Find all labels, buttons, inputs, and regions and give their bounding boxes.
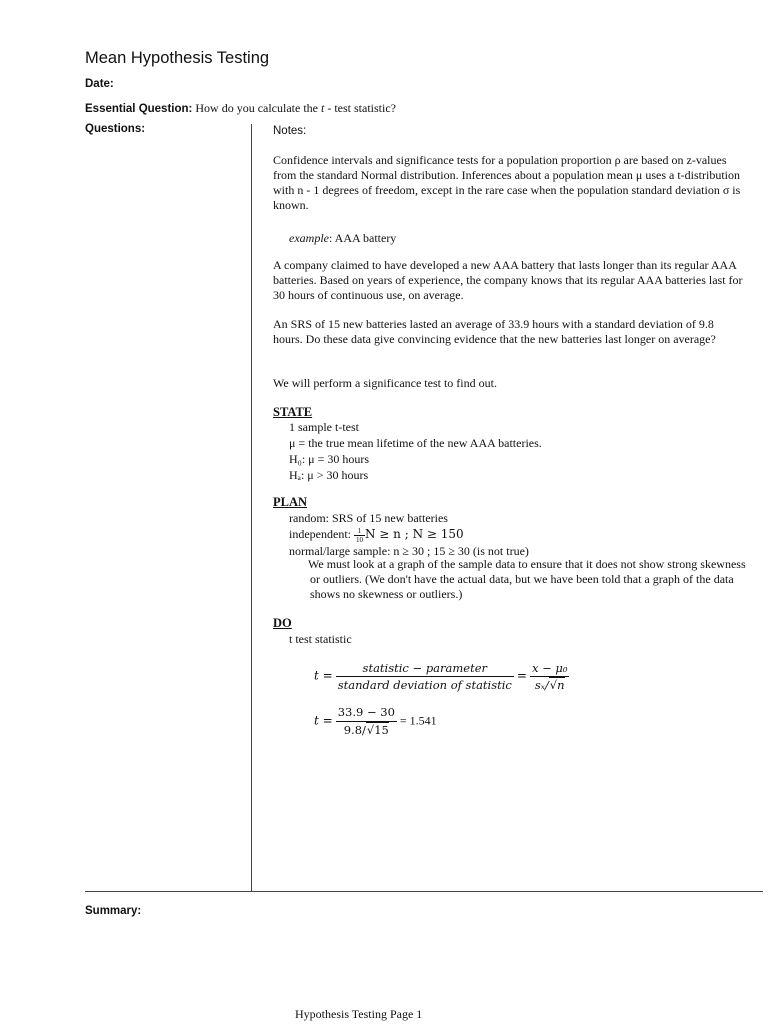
calc-numerator: 33.9 − 30 xyxy=(336,704,397,722)
calc-sd: 9.8 xyxy=(343,723,363,737)
formula-sx: sₓ xyxy=(534,678,545,692)
essential-question xyxy=(85,101,396,116)
example-label: example xyxy=(289,231,329,245)
date-label: Date: xyxy=(85,78,114,90)
formula-denominator: standard deviation of statistic xyxy=(337,678,512,692)
notes-paragraph-3: An SRS of 15 new batteries lasted an average of 33.9 hours with a standard deviation of 9.8 hours. Do these data give convincing evidence that the new batteries last longer on average? xyxy=(273,317,716,346)
column-divider xyxy=(251,124,252,892)
formula-lhs: t = xyxy=(314,668,333,683)
state-null-hypothesis: H₀: μ = 30 hours xyxy=(289,452,370,466)
plan-normal: normal/large sample: n ≥ 30 ; 15 ≥ 30 (is not true) xyxy=(289,544,529,558)
essential-question-label: Essential Question: xyxy=(85,103,193,115)
page-title: Mean Hypothesis Testing xyxy=(85,49,270,67)
t-calculation xyxy=(314,704,437,739)
formula-numerator: statistic − parameter xyxy=(336,660,514,677)
calc-sqrt-15: √15 xyxy=(366,723,389,737)
formula-fraction xyxy=(336,660,514,693)
notes-paragraph-2: A company claimed to have developed a new AAA battery that lasts longer than its regular AAA batteries. Based on years of experience, the company knows that its regular AAA batteries last for 30 hours of continuous use, on average. xyxy=(273,258,743,302)
summary-label: Summary: xyxy=(85,905,142,917)
state-line-2: μ = the true mean lifetime of the new AAA batteries. xyxy=(289,436,542,450)
plan-independent xyxy=(289,526,464,544)
calc-fraction xyxy=(336,704,397,739)
plan-independent-label: independent: xyxy=(289,527,354,541)
state-alt-hypothesis: Hₐ: μ > 30 hours xyxy=(289,468,369,482)
summary-divider xyxy=(85,891,763,892)
notes-label: Notes: xyxy=(273,125,307,137)
example-line xyxy=(289,230,396,246)
essential-question-text-post: - test statistic? xyxy=(324,101,396,115)
formula-fraction-2 xyxy=(530,660,570,693)
t-formula xyxy=(314,660,569,693)
plan-independent-expr: N ≥ n ; N ≥ 150 xyxy=(364,527,464,541)
do-line-1: t test statistic xyxy=(289,632,352,646)
plan-check-note: We must look at a graph of the sample data to ensure that it does not show strong skewness or outliers. (We don't have the actual data, but we have been told that a graph of the data shows no skewness or outliers.) xyxy=(308,557,746,601)
formula-sqrt-n: √n xyxy=(549,678,565,692)
example-text: : AAA battery xyxy=(328,231,397,245)
page-footer: Hypothesis Testing Page 1 xyxy=(295,1007,423,1021)
notes-paragraph-1: Confidence intervals and significance tests for a population proportion ρ are based on z-values from the standard Normal distribution. Inferences about a population mean μ uses a t-distribution with n - 1 degrees of freedom, except in the rare case when the population standard deviation σ is known. xyxy=(273,153,741,212)
plan-random: random: SRS of 15 new batteries xyxy=(289,511,448,525)
formula-numerator-2: x − μ₀ xyxy=(531,661,568,675)
calc-result: = 1.541 xyxy=(399,713,437,728)
plan-heading: PLAN xyxy=(273,495,308,509)
state-heading: STATE xyxy=(273,405,313,419)
essential-question-text-pre: How do you calculate the xyxy=(195,101,321,115)
questions-label: Questions: xyxy=(85,123,146,135)
state-line-1: 1 sample t-test xyxy=(289,420,359,434)
calc-denominator: 9.8/√15 xyxy=(343,723,389,737)
formula-denominator-2: sₓ/√n xyxy=(534,678,565,692)
do-heading: DO xyxy=(273,616,292,630)
one-tenth-fraction: $\frac{1}{10}$ xyxy=(355,526,363,544)
notes-paragraph-4: We will perform a significance test to find out. xyxy=(273,376,497,390)
formula-equals: = xyxy=(516,668,527,683)
essential-question-t: t xyxy=(320,101,325,115)
calc-lhs: t = xyxy=(314,713,333,728)
